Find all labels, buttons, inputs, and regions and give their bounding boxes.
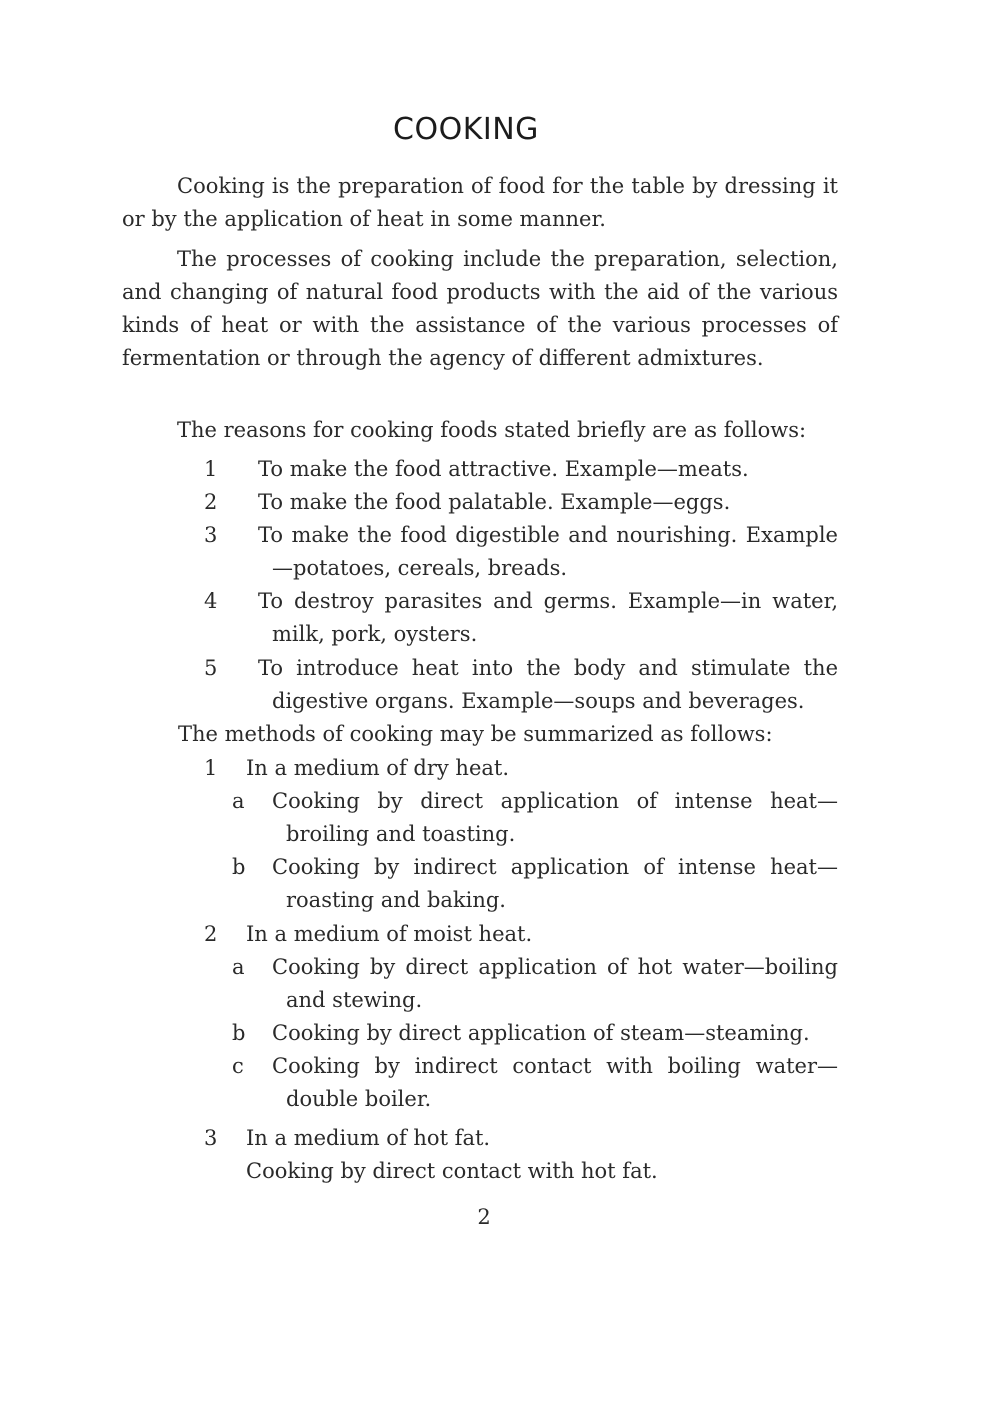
subitem-text: Cooking by indirect contact with boiling water—double boiler. xyxy=(272,1054,838,1111)
paragraph-definition: Cooking is the preparation of food for the table by dressing it or by the application of heat in some manner. xyxy=(122,174,838,231)
method-subitem xyxy=(232,951,838,1017)
method-item xyxy=(204,918,838,951)
subitem-text: Cooking by direct application of steam—steaming. xyxy=(272,1021,810,1045)
method-subitem xyxy=(232,1017,838,1050)
method-detail: Cooking by direct contact with hot fat. xyxy=(246,1159,658,1183)
subitem-text: Cooking by direct application of hot water—boiling and stewing. xyxy=(272,955,838,1012)
reason-number: 1 xyxy=(204,457,218,481)
method-text: In a medium of hot fat. xyxy=(246,1126,491,1150)
reason-text: To make the food palatable. Example—eggs. xyxy=(258,490,731,514)
reason-text: To make the food attractive. Example—meats. xyxy=(258,457,749,481)
paragraph-reasons-intro: The reasons for cooking foods stated briefly are as follows: xyxy=(177,418,807,442)
reason-number: 3 xyxy=(204,523,218,547)
reason-text: To destroy parasites and germs. Example—in water, milk, pork, oysters. xyxy=(258,589,838,646)
method-subitem xyxy=(232,851,838,917)
page-number: 2 xyxy=(477,1205,491,1229)
method-subitem xyxy=(232,1050,838,1116)
reason-number: 4 xyxy=(204,589,218,613)
reason-number: 5 xyxy=(204,656,218,680)
subitem-letter: a xyxy=(232,789,245,813)
method-number: 2 xyxy=(204,922,218,946)
paragraph-methods-intro: The methods of cooking may be summarized as follows: xyxy=(178,722,773,746)
subitem-letter: b xyxy=(232,1021,246,1045)
paragraph-processes: The processes of cooking include the preparation, selection, and changing of natural food products with the aid of the various kinds of heat or with the assistance of the various processes of fermentation or through the agency of different admixtures. xyxy=(122,247,838,370)
reason-item xyxy=(204,652,838,718)
method-text: In a medium of moist heat. xyxy=(246,922,533,946)
method-item xyxy=(204,1122,838,1155)
subitem-text: Cooking by direct application of intense heat—broiling and toasting. xyxy=(272,789,838,846)
reason-item xyxy=(204,519,838,585)
subitem-letter: a xyxy=(232,955,245,979)
reason-number: 2 xyxy=(204,490,218,514)
subitem-text: Cooking by indirect application of intense heat—roasting and baking. xyxy=(272,855,838,912)
method-item xyxy=(204,752,838,785)
subitem-letter: c xyxy=(232,1054,244,1078)
subitem-letter: b xyxy=(232,855,246,879)
method-number: 3 xyxy=(204,1126,218,1150)
page-title: COOKING xyxy=(393,112,539,147)
reason-text: To introduce heat into the body and stimulate the digestive organs. Example—soups and beverages. xyxy=(258,656,838,713)
reason-item xyxy=(204,585,838,651)
method-subitem xyxy=(232,785,838,851)
method-text: In a medium of dry heat. xyxy=(246,756,510,780)
reason-item xyxy=(204,486,838,519)
reason-text: To make the food digestible and nourishing. Example—potatoes, cereals, breads. xyxy=(258,523,838,580)
reason-item xyxy=(204,453,838,486)
method-number: 1 xyxy=(204,756,218,780)
